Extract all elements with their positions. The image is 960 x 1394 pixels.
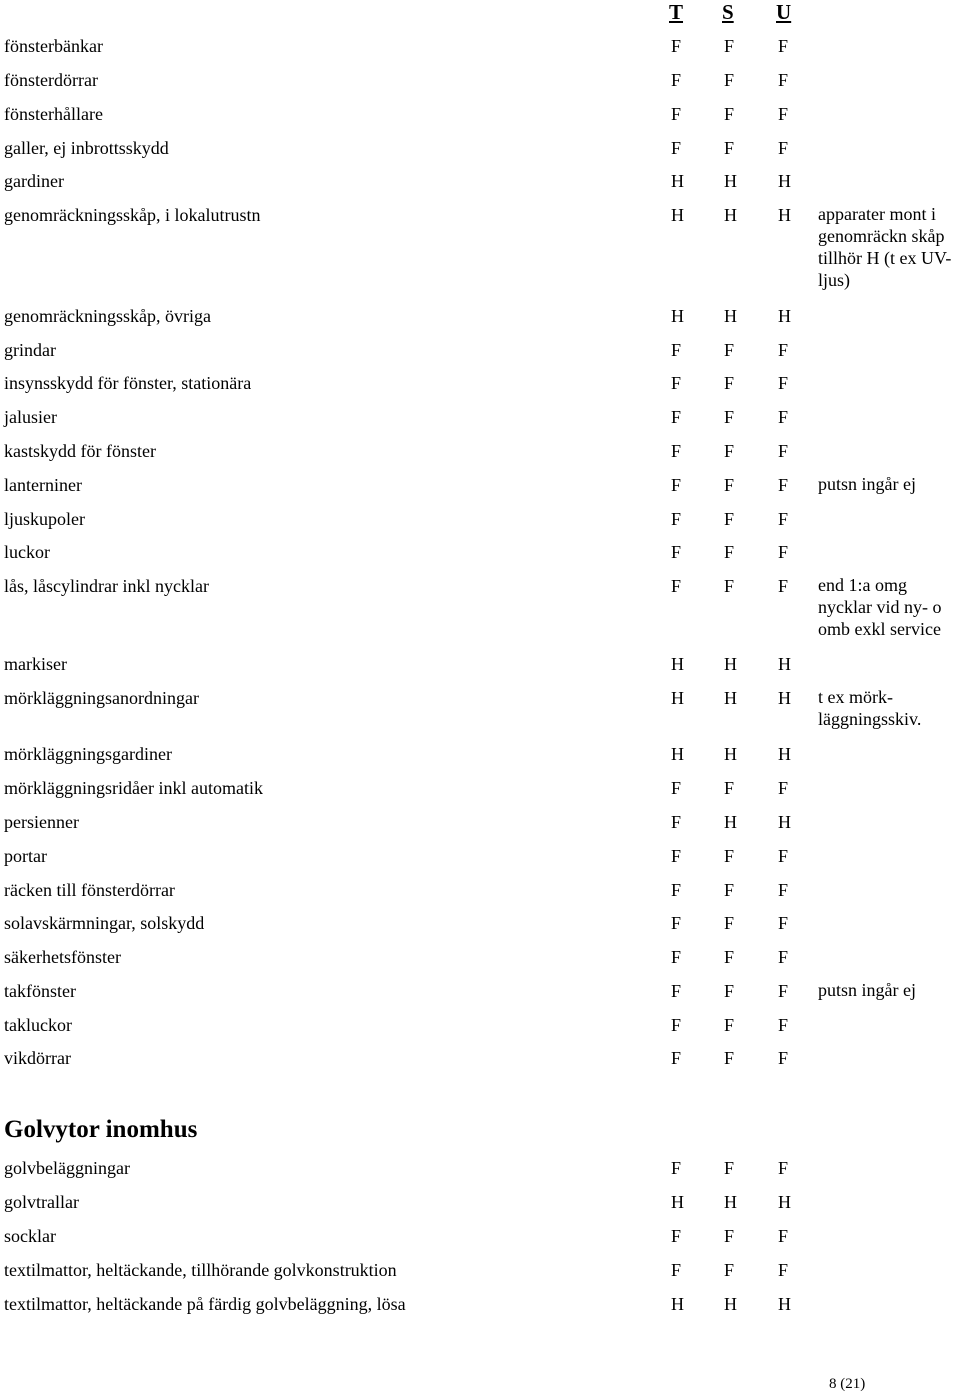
value-u: H xyxy=(778,654,791,674)
value-u: F xyxy=(778,475,789,495)
value-u: F xyxy=(778,441,789,461)
value-u: F xyxy=(778,846,789,866)
value-s: H xyxy=(724,744,737,764)
item-label: gardiner xyxy=(4,171,64,191)
table-row xyxy=(0,1292,960,1316)
item-label: textilmattor, heltäckande, tillhörande golvkonstruktion xyxy=(4,1260,397,1280)
value-u: F xyxy=(778,542,789,562)
value-s: H xyxy=(724,171,737,191)
value-u: F xyxy=(778,509,789,529)
table-row xyxy=(0,844,960,868)
value-u: F xyxy=(778,70,789,90)
value-s: F xyxy=(724,981,735,1001)
column-header-u: U xyxy=(776,0,792,24)
item-label: kastskydd för fönster xyxy=(4,441,156,461)
value-u: F xyxy=(778,407,789,427)
table-row xyxy=(0,1258,960,1282)
item-label: jalusier xyxy=(4,407,57,427)
item-label: säkerhetsfönster xyxy=(4,947,121,967)
row-note: putsn ingår ej xyxy=(818,980,916,1000)
value-t: H xyxy=(671,306,684,326)
table-row xyxy=(0,540,960,564)
value-s: F xyxy=(724,778,735,798)
page-number: 8 (21) xyxy=(829,1376,866,1392)
table-row xyxy=(0,169,960,193)
item-label: luckor xyxy=(4,542,50,562)
item-label: mörkläggningsgardiner xyxy=(4,744,172,764)
value-t: F xyxy=(671,913,682,933)
table-row xyxy=(0,979,960,1003)
value-t: H xyxy=(671,1192,684,1212)
value-s: F xyxy=(724,373,735,393)
value-t: F xyxy=(671,576,682,596)
value-t: H xyxy=(671,744,684,764)
value-s: H xyxy=(724,654,737,674)
item-label: grindar xyxy=(4,340,56,360)
value-s: H xyxy=(724,1192,737,1212)
value-u: H xyxy=(778,812,791,832)
value-u: F xyxy=(778,981,789,1001)
value-s: F xyxy=(724,441,735,461)
value-s: F xyxy=(724,1048,735,1068)
value-t: F xyxy=(671,36,682,56)
value-t: F xyxy=(671,407,682,427)
value-t: F xyxy=(671,373,682,393)
item-label: räcken till fönsterdörrar xyxy=(4,880,175,900)
table-row xyxy=(0,203,960,290)
value-t: F xyxy=(671,509,682,529)
value-u: H xyxy=(778,205,791,225)
value-u: F xyxy=(778,1226,789,1246)
table-row xyxy=(0,338,960,362)
item-label: solavskärmningar, solskydd xyxy=(4,913,205,933)
value-t: F xyxy=(671,1048,682,1068)
table-row xyxy=(0,742,960,766)
value-t: F xyxy=(671,138,682,158)
table-row xyxy=(0,1224,960,1248)
value-u: F xyxy=(778,1158,789,1178)
item-label: socklar xyxy=(4,1226,56,1246)
value-t: H xyxy=(671,654,684,674)
value-u: H xyxy=(778,1192,791,1212)
value-u: F xyxy=(778,1015,789,1035)
table-row xyxy=(0,371,960,395)
value-t: F xyxy=(671,340,682,360)
column-header-t: T xyxy=(669,0,684,24)
value-t: F xyxy=(671,1226,682,1246)
value-s: F xyxy=(724,1226,735,1246)
table-row xyxy=(0,1046,960,1070)
value-u: F xyxy=(778,36,789,56)
value-s: F xyxy=(724,340,735,360)
value-t: F xyxy=(671,70,682,90)
item-label: lås, låscylindrar inkl nycklar xyxy=(4,576,209,596)
value-s: F xyxy=(724,913,735,933)
table-row xyxy=(0,945,960,969)
value-t: F xyxy=(671,1158,682,1178)
value-u: H xyxy=(778,688,791,708)
value-s: F xyxy=(724,846,735,866)
value-s: F xyxy=(724,1158,735,1178)
table-row xyxy=(0,68,960,92)
value-t: F xyxy=(671,542,682,562)
value-s: F xyxy=(724,509,735,529)
table-row xyxy=(0,652,960,676)
item-label: insynsskydd för fönster, stationära xyxy=(4,373,252,393)
value-s: H xyxy=(724,306,737,326)
value-t: H xyxy=(671,171,684,191)
item-label: genomräckningsskåp, i lokalutrustn xyxy=(4,205,261,225)
value-u: F xyxy=(778,138,789,158)
value-u: F xyxy=(778,880,789,900)
item-label: galler, ej inbrottsskydd xyxy=(4,138,169,158)
value-s: H xyxy=(724,1294,737,1314)
value-u: H xyxy=(778,306,791,326)
section-title: Golvytor inomhus xyxy=(4,1116,198,1143)
value-u: F xyxy=(778,576,789,596)
value-u: F xyxy=(778,1048,789,1068)
value-s: F xyxy=(724,947,735,967)
table-row xyxy=(0,776,960,800)
item-label: golvtrallar xyxy=(4,1192,79,1212)
value-t: F xyxy=(671,104,682,124)
value-u: H xyxy=(778,171,791,191)
table-row xyxy=(0,911,960,935)
item-label: takluckor xyxy=(4,1015,72,1035)
item-label: ljuskupoler xyxy=(4,509,85,529)
item-label: portar xyxy=(4,846,47,866)
item-label: markiser xyxy=(4,654,67,674)
value-t: F xyxy=(671,475,682,495)
table-row xyxy=(0,304,960,328)
value-s: H xyxy=(724,688,737,708)
row-note: apparater mont i genomräckn skåp tillhör H (t ex UV- ljus) xyxy=(818,204,952,290)
table-row xyxy=(0,439,960,463)
value-s: F xyxy=(724,1260,735,1280)
value-s: F xyxy=(724,475,735,495)
value-s: F xyxy=(724,1015,735,1035)
value-t: F xyxy=(671,441,682,461)
value-t: F xyxy=(671,812,682,832)
item-label: golvbeläggningar xyxy=(4,1158,130,1178)
table-row xyxy=(0,34,960,58)
row-note: putsn ingår ej xyxy=(818,474,916,494)
table-row xyxy=(0,136,960,160)
column-header-s: S xyxy=(722,0,734,24)
item-label: textilmattor, heltäckande på färdig golvbeläggning, lösa xyxy=(4,1294,406,1314)
item-label: mörkläggningsanordningar xyxy=(4,688,199,708)
value-t: F xyxy=(671,981,682,1001)
value-u: F xyxy=(778,104,789,124)
item-label: lanterniner xyxy=(4,475,82,495)
item-label: fönsterbänkar xyxy=(4,36,103,56)
value-t: F xyxy=(671,1260,682,1280)
value-s: F xyxy=(724,36,735,56)
item-label: fönsterhållare xyxy=(4,104,103,124)
value-t: H xyxy=(671,688,684,708)
table-row xyxy=(0,574,960,639)
table-row xyxy=(0,405,960,429)
value-u: F xyxy=(778,373,789,393)
value-u: F xyxy=(778,340,789,360)
item-label: fönsterdörrar xyxy=(4,70,98,90)
value-s: F xyxy=(724,407,735,427)
value-t: H xyxy=(671,205,684,225)
value-u: F xyxy=(778,1260,789,1280)
value-s: F xyxy=(724,880,735,900)
table-row xyxy=(0,102,960,126)
table-row xyxy=(0,878,960,902)
table-row xyxy=(0,1156,960,1180)
value-s: H xyxy=(724,812,737,832)
item-label: mörkläggningsridåer inkl automatik xyxy=(4,778,263,798)
value-u: F xyxy=(778,913,789,933)
item-label: persienner xyxy=(4,812,79,832)
value-s: F xyxy=(724,576,735,596)
value-s: F xyxy=(724,104,735,124)
table-row xyxy=(0,810,960,834)
row-note: t ex mörk- läggningsskiv. xyxy=(818,687,922,729)
item-label: vikdörrar xyxy=(4,1048,71,1068)
item-label: genomräckningsskåp, övriga xyxy=(4,306,211,326)
table-row xyxy=(0,507,960,531)
value-t: F xyxy=(671,1015,682,1035)
value-u: H xyxy=(778,744,791,764)
value-t: F xyxy=(671,947,682,967)
value-u: F xyxy=(778,778,789,798)
item-label: takfönster xyxy=(4,981,76,1001)
table-row xyxy=(0,473,960,497)
value-s: F xyxy=(724,542,735,562)
row-note: end 1:a omg nycklar vid ny- o omb exkl service xyxy=(818,575,942,639)
table-row xyxy=(0,1190,960,1214)
value-u: F xyxy=(778,947,789,967)
table-row xyxy=(0,1013,960,1037)
value-s: F xyxy=(724,70,735,90)
value-u: H xyxy=(778,1294,791,1314)
value-t: F xyxy=(671,846,682,866)
value-s: H xyxy=(724,205,737,225)
value-t: F xyxy=(671,778,682,798)
value-t: H xyxy=(671,1294,684,1314)
table-row xyxy=(0,686,960,729)
value-s: F xyxy=(724,138,735,158)
value-t: F xyxy=(671,880,682,900)
